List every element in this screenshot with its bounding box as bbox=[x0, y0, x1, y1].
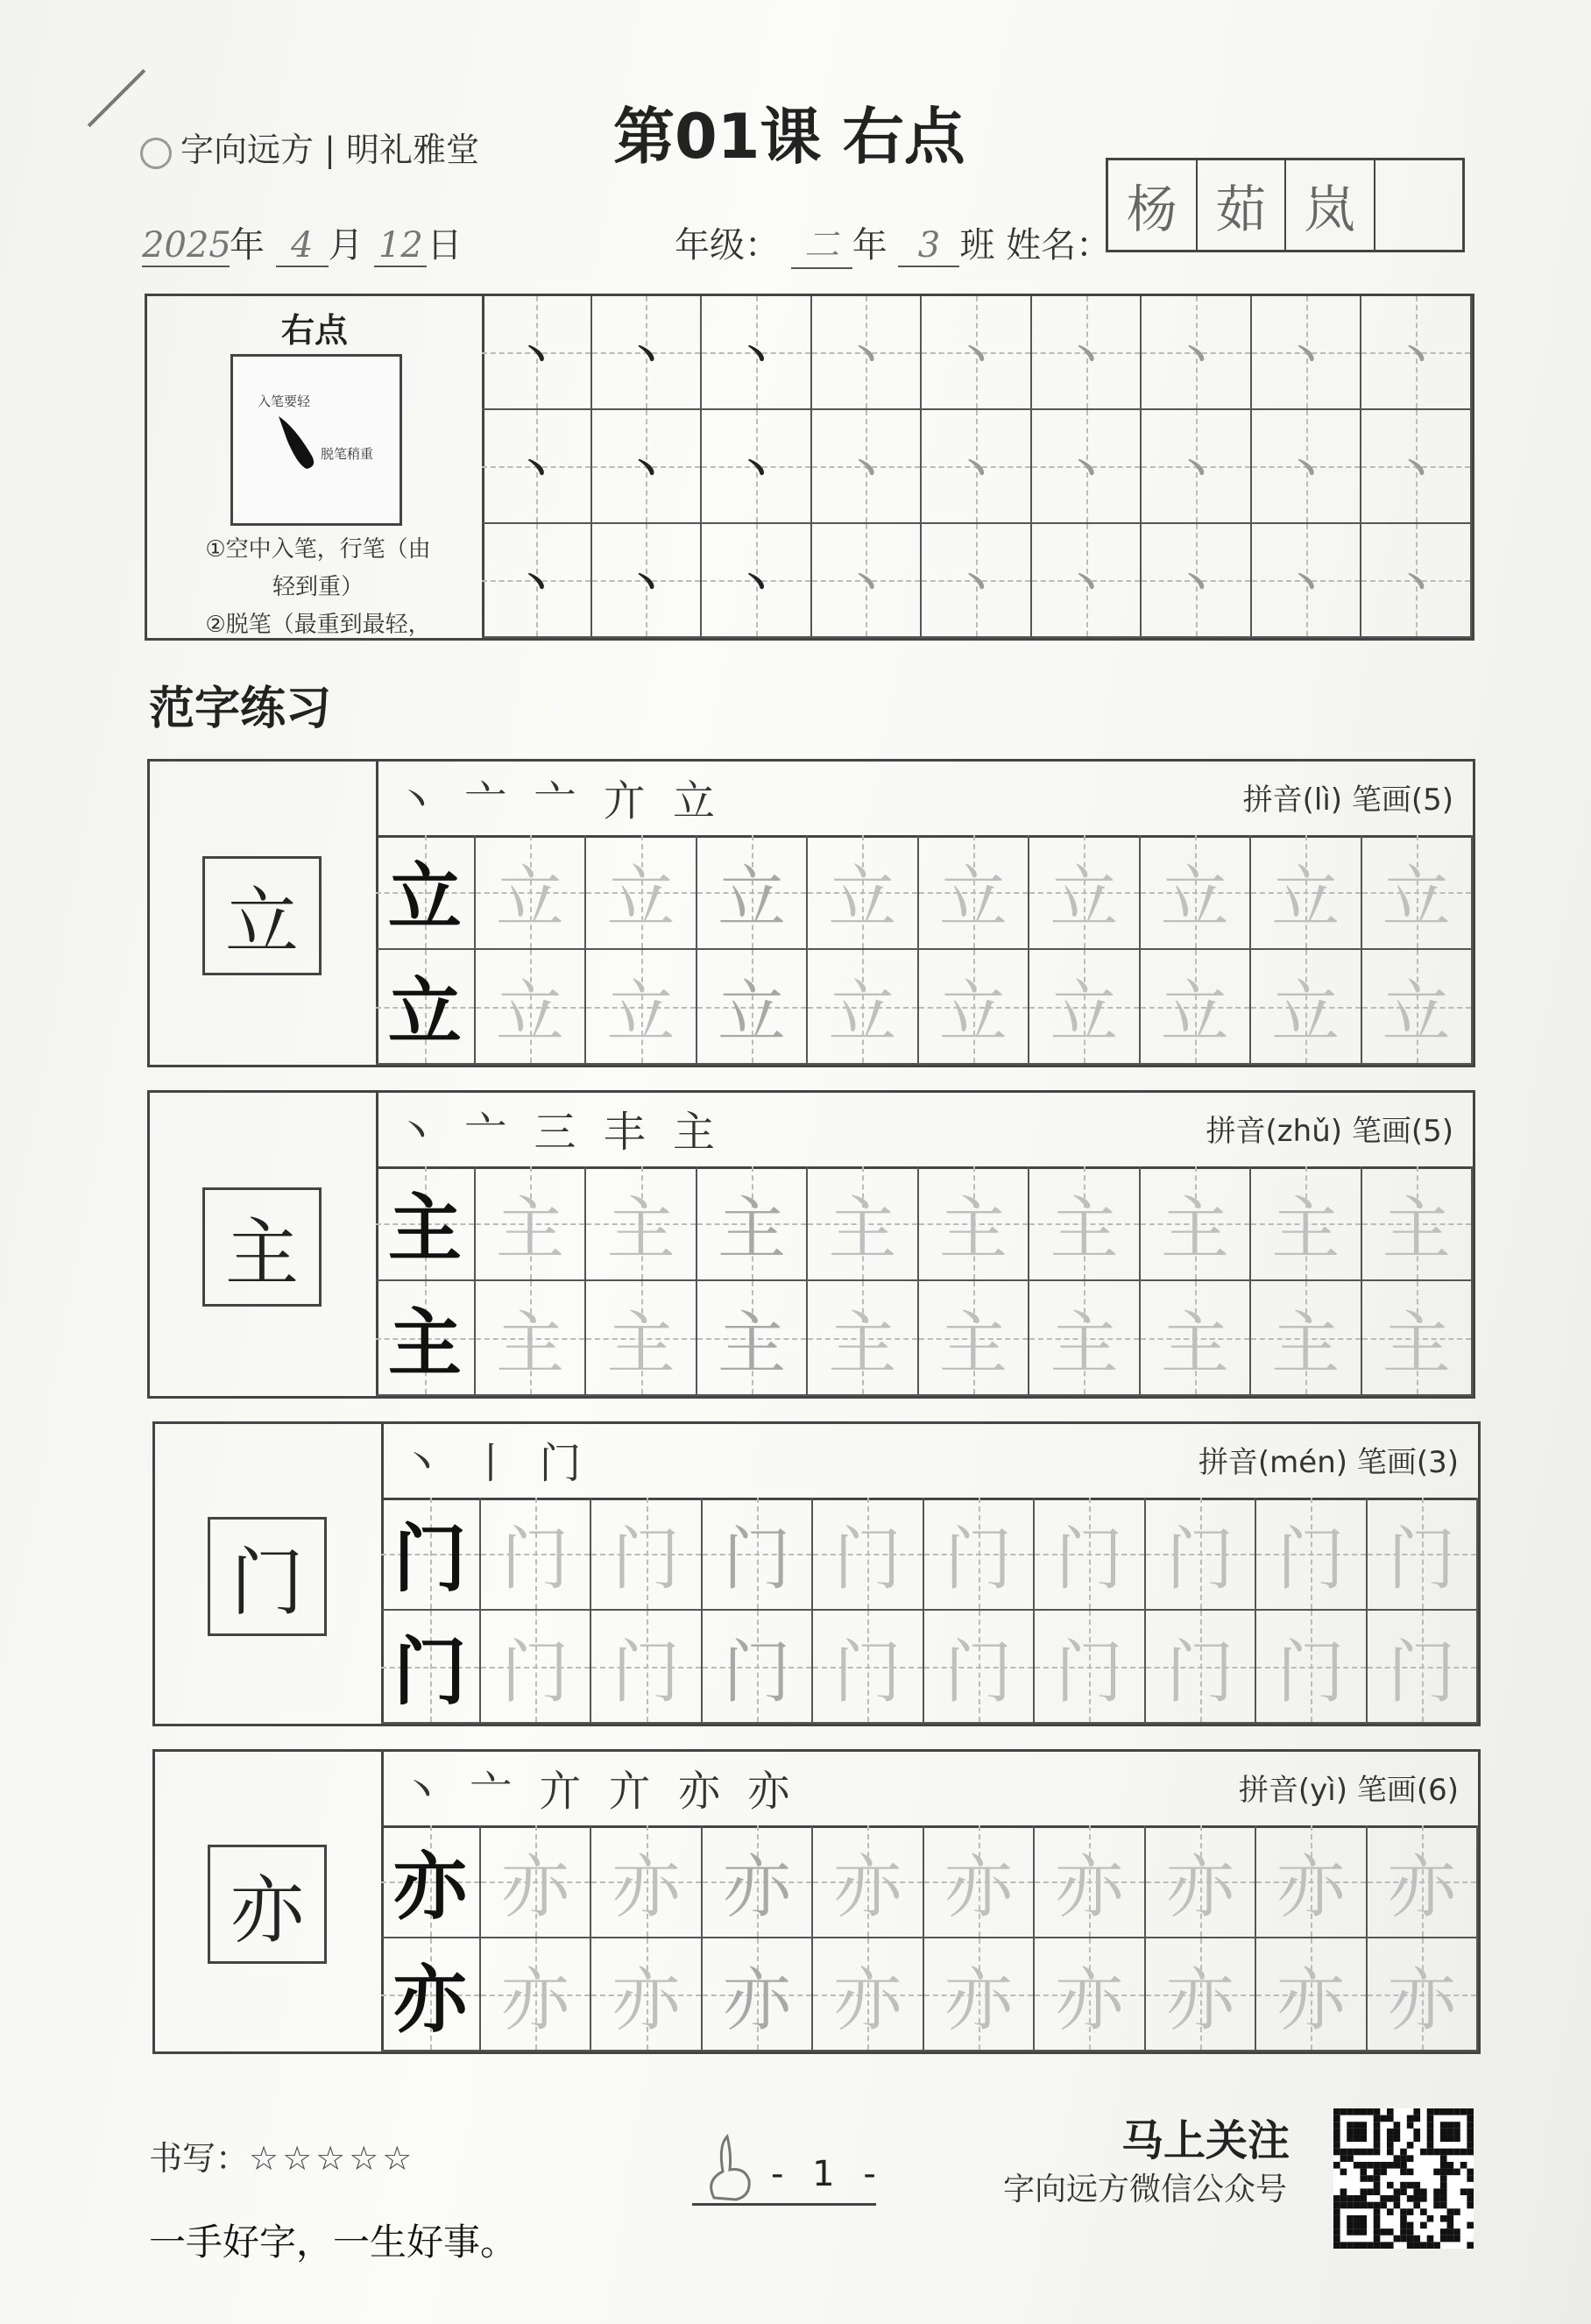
practice-cell bbox=[702, 410, 812, 524]
trace-glyph: 亦 bbox=[1165, 1960, 1234, 2040]
note-entry: 入笔要轻 bbox=[258, 393, 311, 409]
stroke-demo-panel bbox=[145, 294, 1474, 641]
dot-stroke-mark: 丶 bbox=[626, 562, 666, 606]
dot-stroke-mark: 丶 bbox=[1397, 334, 1436, 379]
practice-cell bbox=[1252, 524, 1362, 638]
dot-stroke-mark: 丶 bbox=[1286, 448, 1326, 492]
trace-glyph: 门 bbox=[612, 1633, 681, 1712]
trace-cell bbox=[924, 1825, 1035, 1938]
qr-code-icon[interactable] bbox=[1333, 2108, 1474, 2249]
brand-logo bbox=[140, 123, 479, 171]
practice-cell bbox=[1252, 296, 1362, 410]
practice-cell bbox=[1032, 524, 1142, 638]
model-character: 立 bbox=[202, 856, 322, 975]
trace-cell bbox=[813, 1825, 923, 1938]
trace-cell bbox=[924, 1938, 1035, 2051]
model-character: 主 bbox=[202, 1187, 322, 1307]
dot-stroke-mark: 丶 bbox=[1177, 562, 1216, 606]
dot-stroke-mark: 丶 bbox=[846, 448, 886, 492]
trace-cell bbox=[919, 1281, 1029, 1396]
instruction-line: ①空中入笔，行笔（由 bbox=[205, 536, 431, 563]
trace-cell bbox=[1368, 1825, 1478, 1938]
dot-stroke-icon bbox=[233, 357, 400, 523]
name-label: 姓名： bbox=[1006, 225, 1112, 266]
name-char bbox=[1375, 160, 1463, 250]
trace-cell bbox=[1141, 1281, 1251, 1396]
character-section bbox=[152, 1749, 1481, 2054]
trace-cell bbox=[1035, 1498, 1145, 1611]
trace-cell bbox=[1362, 835, 1473, 950]
trace-glyph: 门 bbox=[1276, 1520, 1346, 1599]
stroke-order: 丶 亠 亠 亣 立 bbox=[395, 776, 723, 825]
stroke-practice-grid bbox=[482, 296, 1472, 638]
practice-cell bbox=[702, 296, 812, 410]
trace-cell bbox=[808, 1166, 918, 1281]
date-year: 2025 bbox=[142, 225, 231, 266]
trace-glyph: 门 bbox=[1387, 1633, 1456, 1712]
trace-cell bbox=[1251, 835, 1361, 950]
trace-glyph: 亦 bbox=[501, 1847, 570, 1927]
dot-stroke-mark: 丶 bbox=[736, 448, 775, 492]
dot-stroke-mark: 丶 bbox=[846, 562, 886, 606]
trace-glyph: 门 bbox=[1055, 1633, 1124, 1712]
model-cell bbox=[376, 1166, 476, 1281]
model-glyph: 亦 bbox=[392, 1957, 467, 2043]
dot-stroke-mark: 丶 bbox=[736, 334, 775, 379]
trace-glyph: 立 bbox=[496, 973, 565, 1052]
practice-cell bbox=[922, 524, 1032, 638]
day-label: 日 bbox=[427, 225, 463, 266]
practice-cell bbox=[482, 410, 592, 524]
trace-cell bbox=[813, 1938, 923, 2051]
model-cell bbox=[381, 1611, 481, 1724]
trace-glyph: 立 bbox=[1271, 973, 1340, 1052]
model-cell bbox=[381, 1825, 481, 1938]
model-cell bbox=[381, 1938, 481, 2051]
rabbit-icon bbox=[688, 2128, 767, 2207]
logo-seal-icon bbox=[140, 138, 172, 169]
practice-cell bbox=[482, 296, 592, 410]
trace-glyph: 立 bbox=[1382, 973, 1451, 1052]
trace-glyph: 立 bbox=[606, 858, 675, 938]
model-glyph: 主 bbox=[387, 1186, 462, 1272]
trace-cell bbox=[703, 1611, 813, 1724]
character-section bbox=[147, 759, 1475, 1067]
lesson-title: 第01课 右点 bbox=[613, 101, 965, 173]
stroke-diagram bbox=[230, 354, 402, 526]
trace-cell bbox=[481, 1611, 591, 1724]
trace-glyph: 门 bbox=[1387, 1520, 1456, 1599]
trace-cell bbox=[1146, 1825, 1256, 1938]
trace-cell bbox=[703, 1825, 813, 1938]
year-label: 年 bbox=[230, 225, 265, 266]
trace-cell bbox=[1146, 1498, 1256, 1611]
dot-stroke-mark: 丶 bbox=[1066, 334, 1106, 379]
trace-cell bbox=[1141, 950, 1251, 1065]
trace-cell bbox=[703, 1938, 813, 2051]
trace-glyph: 亦 bbox=[1055, 1960, 1124, 2040]
trace-cell bbox=[1368, 1611, 1478, 1724]
trace-glyph: 立 bbox=[828, 973, 897, 1052]
practice-cell bbox=[1032, 410, 1142, 524]
trace-cell bbox=[586, 1281, 697, 1396]
trace-glyph: 门 bbox=[833, 1633, 902, 1712]
trace-cell bbox=[1029, 1281, 1140, 1396]
trace-glyph: 亦 bbox=[1387, 1847, 1456, 1927]
trace-cell bbox=[919, 950, 1029, 1065]
trace-glyph: 立 bbox=[938, 858, 1008, 938]
trace-cell bbox=[1035, 1825, 1145, 1938]
date-month: 4 bbox=[276, 225, 329, 267]
character-practice-grid bbox=[376, 835, 1473, 1065]
stroke-name: 右点 bbox=[280, 311, 348, 350]
trace-glyph: 主 bbox=[1382, 1304, 1451, 1384]
trace-cell bbox=[808, 835, 918, 950]
dot-stroke-mark: 丶 bbox=[846, 334, 886, 379]
trace-glyph: 立 bbox=[606, 973, 675, 1052]
trace-cell bbox=[1368, 1938, 1478, 2051]
trace-glyph: 亦 bbox=[944, 1847, 1013, 1927]
stroke-demo-info bbox=[147, 296, 484, 638]
trace-glyph: 立 bbox=[1050, 973, 1119, 1052]
trace-glyph: 亦 bbox=[1276, 1847, 1346, 1927]
trace-glyph: 立 bbox=[1160, 973, 1229, 1052]
trace-glyph: 门 bbox=[722, 1520, 791, 1599]
trace-glyph: 主 bbox=[496, 1189, 565, 1269]
trace-cell bbox=[1035, 1938, 1145, 2051]
trace-glyph: 亦 bbox=[1387, 1960, 1456, 2040]
instruction-line: 轻到重） bbox=[272, 574, 364, 600]
trace-cell bbox=[1251, 950, 1361, 1065]
character-section bbox=[152, 1421, 1481, 1726]
trace-glyph: 亦 bbox=[612, 1960, 681, 2040]
trace-cell bbox=[1141, 1166, 1251, 1281]
rating-label: 书写： bbox=[149, 2139, 250, 2178]
trace-cell bbox=[591, 1938, 702, 2051]
trace-glyph: 主 bbox=[1050, 1189, 1119, 1269]
trace-cell bbox=[919, 1166, 1029, 1281]
character-model-area bbox=[155, 1752, 384, 2051]
trace-glyph: 主 bbox=[828, 1189, 897, 1269]
trace-glyph: 主 bbox=[1050, 1304, 1119, 1384]
character-model-area bbox=[155, 1424, 384, 1724]
practice-cell bbox=[592, 296, 703, 410]
trace-glyph: 立 bbox=[828, 858, 897, 938]
trace-cell bbox=[476, 835, 586, 950]
character-practice-grid bbox=[381, 1825, 1478, 2051]
trace-cell bbox=[1251, 1281, 1361, 1396]
model-glyph: 主 bbox=[387, 1300, 462, 1386]
grade-unit: 年 bbox=[852, 225, 887, 266]
trace-glyph: 亦 bbox=[1055, 1847, 1124, 1927]
trace-cell bbox=[703, 1498, 813, 1611]
model-character: 亦 bbox=[208, 1845, 327, 1964]
practice-cell bbox=[812, 296, 923, 410]
trace-glyph: 亦 bbox=[612, 1847, 681, 1927]
model-glyph: 门 bbox=[392, 1516, 467, 1602]
trace-cell bbox=[1256, 1825, 1367, 1938]
character-practice-grid bbox=[381, 1498, 1478, 1724]
date-line bbox=[142, 217, 462, 267]
trace-glyph: 亦 bbox=[1165, 1847, 1234, 1927]
practice-cell bbox=[1252, 410, 1362, 524]
trace-cell bbox=[808, 950, 918, 1065]
trace-cell bbox=[1029, 835, 1140, 950]
trace-cell bbox=[813, 1611, 923, 1724]
trace-glyph: 主 bbox=[1160, 1189, 1229, 1269]
pinyin-stroke-info: 拼音(yì) 笔画(6) bbox=[1238, 1773, 1459, 1808]
dot-stroke-mark: 丶 bbox=[516, 334, 555, 379]
trace-glyph: 门 bbox=[944, 1520, 1013, 1599]
name-char: 茹 bbox=[1198, 160, 1287, 250]
trace-glyph: 亦 bbox=[501, 1960, 570, 2040]
grade-value: 二 bbox=[791, 217, 852, 269]
practice-cell bbox=[922, 410, 1032, 524]
dot-stroke-mark: 丶 bbox=[956, 448, 995, 492]
trace-cell bbox=[697, 835, 808, 950]
trace-cell bbox=[1362, 950, 1473, 1065]
dot-stroke-mark: 丶 bbox=[1066, 562, 1106, 606]
trace-glyph: 立 bbox=[496, 858, 565, 938]
trace-cell bbox=[481, 1825, 591, 1938]
trace-cell bbox=[919, 835, 1029, 950]
trace-glyph: 门 bbox=[612, 1520, 681, 1599]
trace-cell bbox=[924, 1611, 1035, 1724]
trace-glyph: 立 bbox=[938, 973, 1008, 1052]
trace-cell bbox=[1368, 1498, 1478, 1611]
trace-glyph: 立 bbox=[1382, 858, 1451, 938]
rating-stars: ☆☆☆☆☆ bbox=[249, 2139, 416, 2178]
trace-glyph: 亦 bbox=[722, 1960, 791, 2040]
grade-label: 年级： bbox=[675, 225, 780, 266]
dot-stroke-mark: 丶 bbox=[516, 562, 555, 606]
dot-stroke-mark: 丶 bbox=[736, 562, 775, 606]
trace-glyph: 门 bbox=[722, 1633, 791, 1712]
page-number: - 1 - bbox=[771, 2154, 885, 2194]
model-cell bbox=[376, 950, 476, 1065]
wechat-account: 字向远方微信公众号 bbox=[1003, 2172, 1288, 2207]
trace-cell bbox=[481, 1938, 591, 2051]
practice-cell bbox=[482, 524, 592, 638]
trace-glyph: 主 bbox=[1382, 1189, 1451, 1269]
trace-glyph: 门 bbox=[1276, 1633, 1346, 1712]
name-char: 岚 bbox=[1286, 160, 1375, 250]
trace-cell bbox=[591, 1611, 702, 1724]
model-glyph: 立 bbox=[387, 854, 462, 940]
practice-cell bbox=[922, 296, 1032, 410]
trace-glyph: 主 bbox=[1271, 1189, 1340, 1269]
trace-glyph: 亦 bbox=[833, 1847, 902, 1927]
trace-cell bbox=[476, 950, 586, 1065]
practice-cell bbox=[1142, 296, 1252, 410]
stroke-order: 丶 丨 门 bbox=[400, 1439, 589, 1488]
trace-glyph: 主 bbox=[717, 1189, 786, 1269]
logo-text: 字向远方 | 明礼雅堂 bbox=[180, 131, 479, 169]
practice-cell bbox=[812, 410, 923, 524]
practice-cell bbox=[1361, 410, 1472, 524]
motto: 一手好字，一生好事。 bbox=[149, 2221, 518, 2264]
practice-cell bbox=[1361, 296, 1472, 410]
dot-stroke-mark: 丶 bbox=[1177, 334, 1216, 379]
practice-cell bbox=[702, 524, 812, 638]
dot-stroke-mark: 丶 bbox=[1066, 448, 1106, 492]
trace-cell bbox=[1029, 950, 1140, 1065]
dot-stroke-mark: 丶 bbox=[626, 334, 666, 379]
trace-cell bbox=[481, 1498, 591, 1611]
trace-cell bbox=[1029, 1166, 1140, 1281]
trace-cell bbox=[1035, 1611, 1145, 1724]
trace-glyph: 门 bbox=[1165, 1633, 1234, 1712]
trace-glyph: 主 bbox=[606, 1304, 675, 1384]
trace-cell bbox=[697, 950, 808, 1065]
trace-cell bbox=[586, 950, 697, 1065]
practice-cell bbox=[812, 524, 923, 638]
follow-prompt: 马上关注 bbox=[1121, 2116, 1290, 2165]
practice-cell bbox=[592, 410, 703, 524]
trace-cell bbox=[808, 1281, 918, 1396]
model-cell bbox=[381, 1498, 481, 1611]
trace-cell bbox=[586, 835, 697, 950]
trace-cell bbox=[697, 1281, 808, 1396]
trace-cell bbox=[1362, 1166, 1473, 1281]
pen-stroke-mark bbox=[88, 69, 145, 127]
note-exit: 脱笔稍重 bbox=[321, 446, 374, 462]
rating bbox=[149, 2131, 415, 2179]
trace-cell bbox=[697, 1166, 808, 1281]
pinyin-stroke-info: 拼音(lì) 笔画(5) bbox=[1242, 783, 1453, 818]
trace-glyph: 主 bbox=[717, 1304, 786, 1384]
trace-cell bbox=[1256, 1498, 1367, 1611]
trace-glyph: 主 bbox=[496, 1304, 565, 1384]
date-day: 12 bbox=[374, 225, 427, 267]
trace-glyph: 主 bbox=[1160, 1304, 1229, 1384]
practice-cell bbox=[1142, 410, 1252, 524]
model-cell bbox=[376, 1281, 476, 1396]
trace-cell bbox=[476, 1166, 586, 1281]
trace-glyph: 立 bbox=[1271, 858, 1340, 938]
name-box bbox=[1106, 158, 1465, 252]
dot-stroke-mark: 丶 bbox=[1286, 562, 1326, 606]
trace-glyph: 门 bbox=[944, 1633, 1013, 1712]
dot-stroke-mark: 丶 bbox=[1397, 448, 1436, 492]
trace-glyph: 立 bbox=[1160, 858, 1229, 938]
dot-stroke-mark: 丶 bbox=[1177, 448, 1216, 492]
character-practice-grid bbox=[376, 1166, 1473, 1396]
dot-stroke-mark: 丶 bbox=[626, 448, 666, 492]
grade-line bbox=[675, 217, 1111, 269]
trace-cell bbox=[1251, 1166, 1361, 1281]
trace-cell bbox=[1141, 835, 1251, 950]
trace-cell bbox=[1256, 1938, 1367, 2051]
dot-stroke-mark: 丶 bbox=[956, 334, 995, 379]
character-section bbox=[147, 1090, 1475, 1399]
trace-cell bbox=[586, 1166, 697, 1281]
trace-cell bbox=[591, 1825, 702, 1938]
trace-cell bbox=[476, 1281, 586, 1396]
trace-glyph: 门 bbox=[501, 1633, 570, 1712]
stroke-order: 丶 亠 三 丰 主 bbox=[395, 1108, 723, 1157]
class-unit: 班 bbox=[959, 225, 995, 266]
month-label: 月 bbox=[328, 225, 364, 266]
trace-cell bbox=[924, 1498, 1035, 1611]
trace-cell bbox=[1256, 1611, 1367, 1724]
trace-cell bbox=[813, 1498, 923, 1611]
trace-glyph: 主 bbox=[606, 1189, 675, 1269]
dot-stroke-mark: 丶 bbox=[956, 562, 995, 606]
trace-glyph: 门 bbox=[501, 1520, 570, 1599]
pinyin-stroke-info: 拼音(mén) 笔画(3) bbox=[1198, 1445, 1459, 1480]
model-character: 门 bbox=[208, 1517, 327, 1636]
character-model-area bbox=[150, 1093, 378, 1396]
stroke-instructions bbox=[165, 531, 471, 644]
trace-glyph: 门 bbox=[833, 1520, 902, 1599]
instruction-line: ②脱笔（最重到最轻， bbox=[205, 612, 431, 638]
name-char: 杨 bbox=[1108, 160, 1198, 250]
model-cell bbox=[376, 835, 476, 950]
model-glyph: 立 bbox=[387, 969, 462, 1055]
dot-stroke-mark: 丶 bbox=[1286, 334, 1326, 379]
trace-cell bbox=[1146, 1611, 1256, 1724]
trace-glyph: 门 bbox=[1055, 1520, 1124, 1599]
practice-cell bbox=[592, 524, 703, 638]
trace-glyph: 亦 bbox=[1276, 1960, 1346, 2040]
trace-glyph: 门 bbox=[1165, 1520, 1234, 1599]
practice-cell bbox=[1361, 524, 1472, 638]
model-glyph: 门 bbox=[392, 1629, 467, 1715]
trace-glyph: 立 bbox=[717, 973, 786, 1052]
trace-glyph: 亦 bbox=[722, 1847, 791, 1927]
trace-glyph: 主 bbox=[1271, 1304, 1340, 1384]
class-value: 3 bbox=[898, 225, 959, 267]
trace-glyph: 立 bbox=[717, 858, 786, 938]
trace-glyph: 主 bbox=[938, 1189, 1008, 1269]
trace-glyph: 亦 bbox=[944, 1960, 1013, 2040]
trace-glyph: 立 bbox=[1050, 858, 1119, 938]
trace-glyph: 亦 bbox=[833, 1960, 902, 2040]
practice-cell bbox=[1142, 524, 1252, 638]
pinyin-stroke-info: 拼音(zhǔ) 笔画(5) bbox=[1206, 1114, 1453, 1149]
dot-stroke-mark: 丶 bbox=[1397, 562, 1436, 606]
dot-stroke-mark: 丶 bbox=[516, 448, 555, 492]
trace-cell bbox=[591, 1498, 702, 1611]
trace-cell bbox=[1146, 1938, 1256, 2051]
trace-cell bbox=[1362, 1281, 1473, 1396]
trace-glyph: 主 bbox=[828, 1304, 897, 1384]
character-model-area bbox=[150, 762, 378, 1065]
stroke-order: 丶 亠 亣 亣 亦 亦 bbox=[400, 1767, 797, 1816]
practice-cell bbox=[1032, 296, 1142, 410]
section-title: 范字练习 bbox=[149, 683, 332, 735]
page-number-line bbox=[692, 2203, 876, 2206]
trace-glyph: 主 bbox=[938, 1304, 1008, 1384]
model-glyph: 亦 bbox=[392, 1844, 467, 1930]
